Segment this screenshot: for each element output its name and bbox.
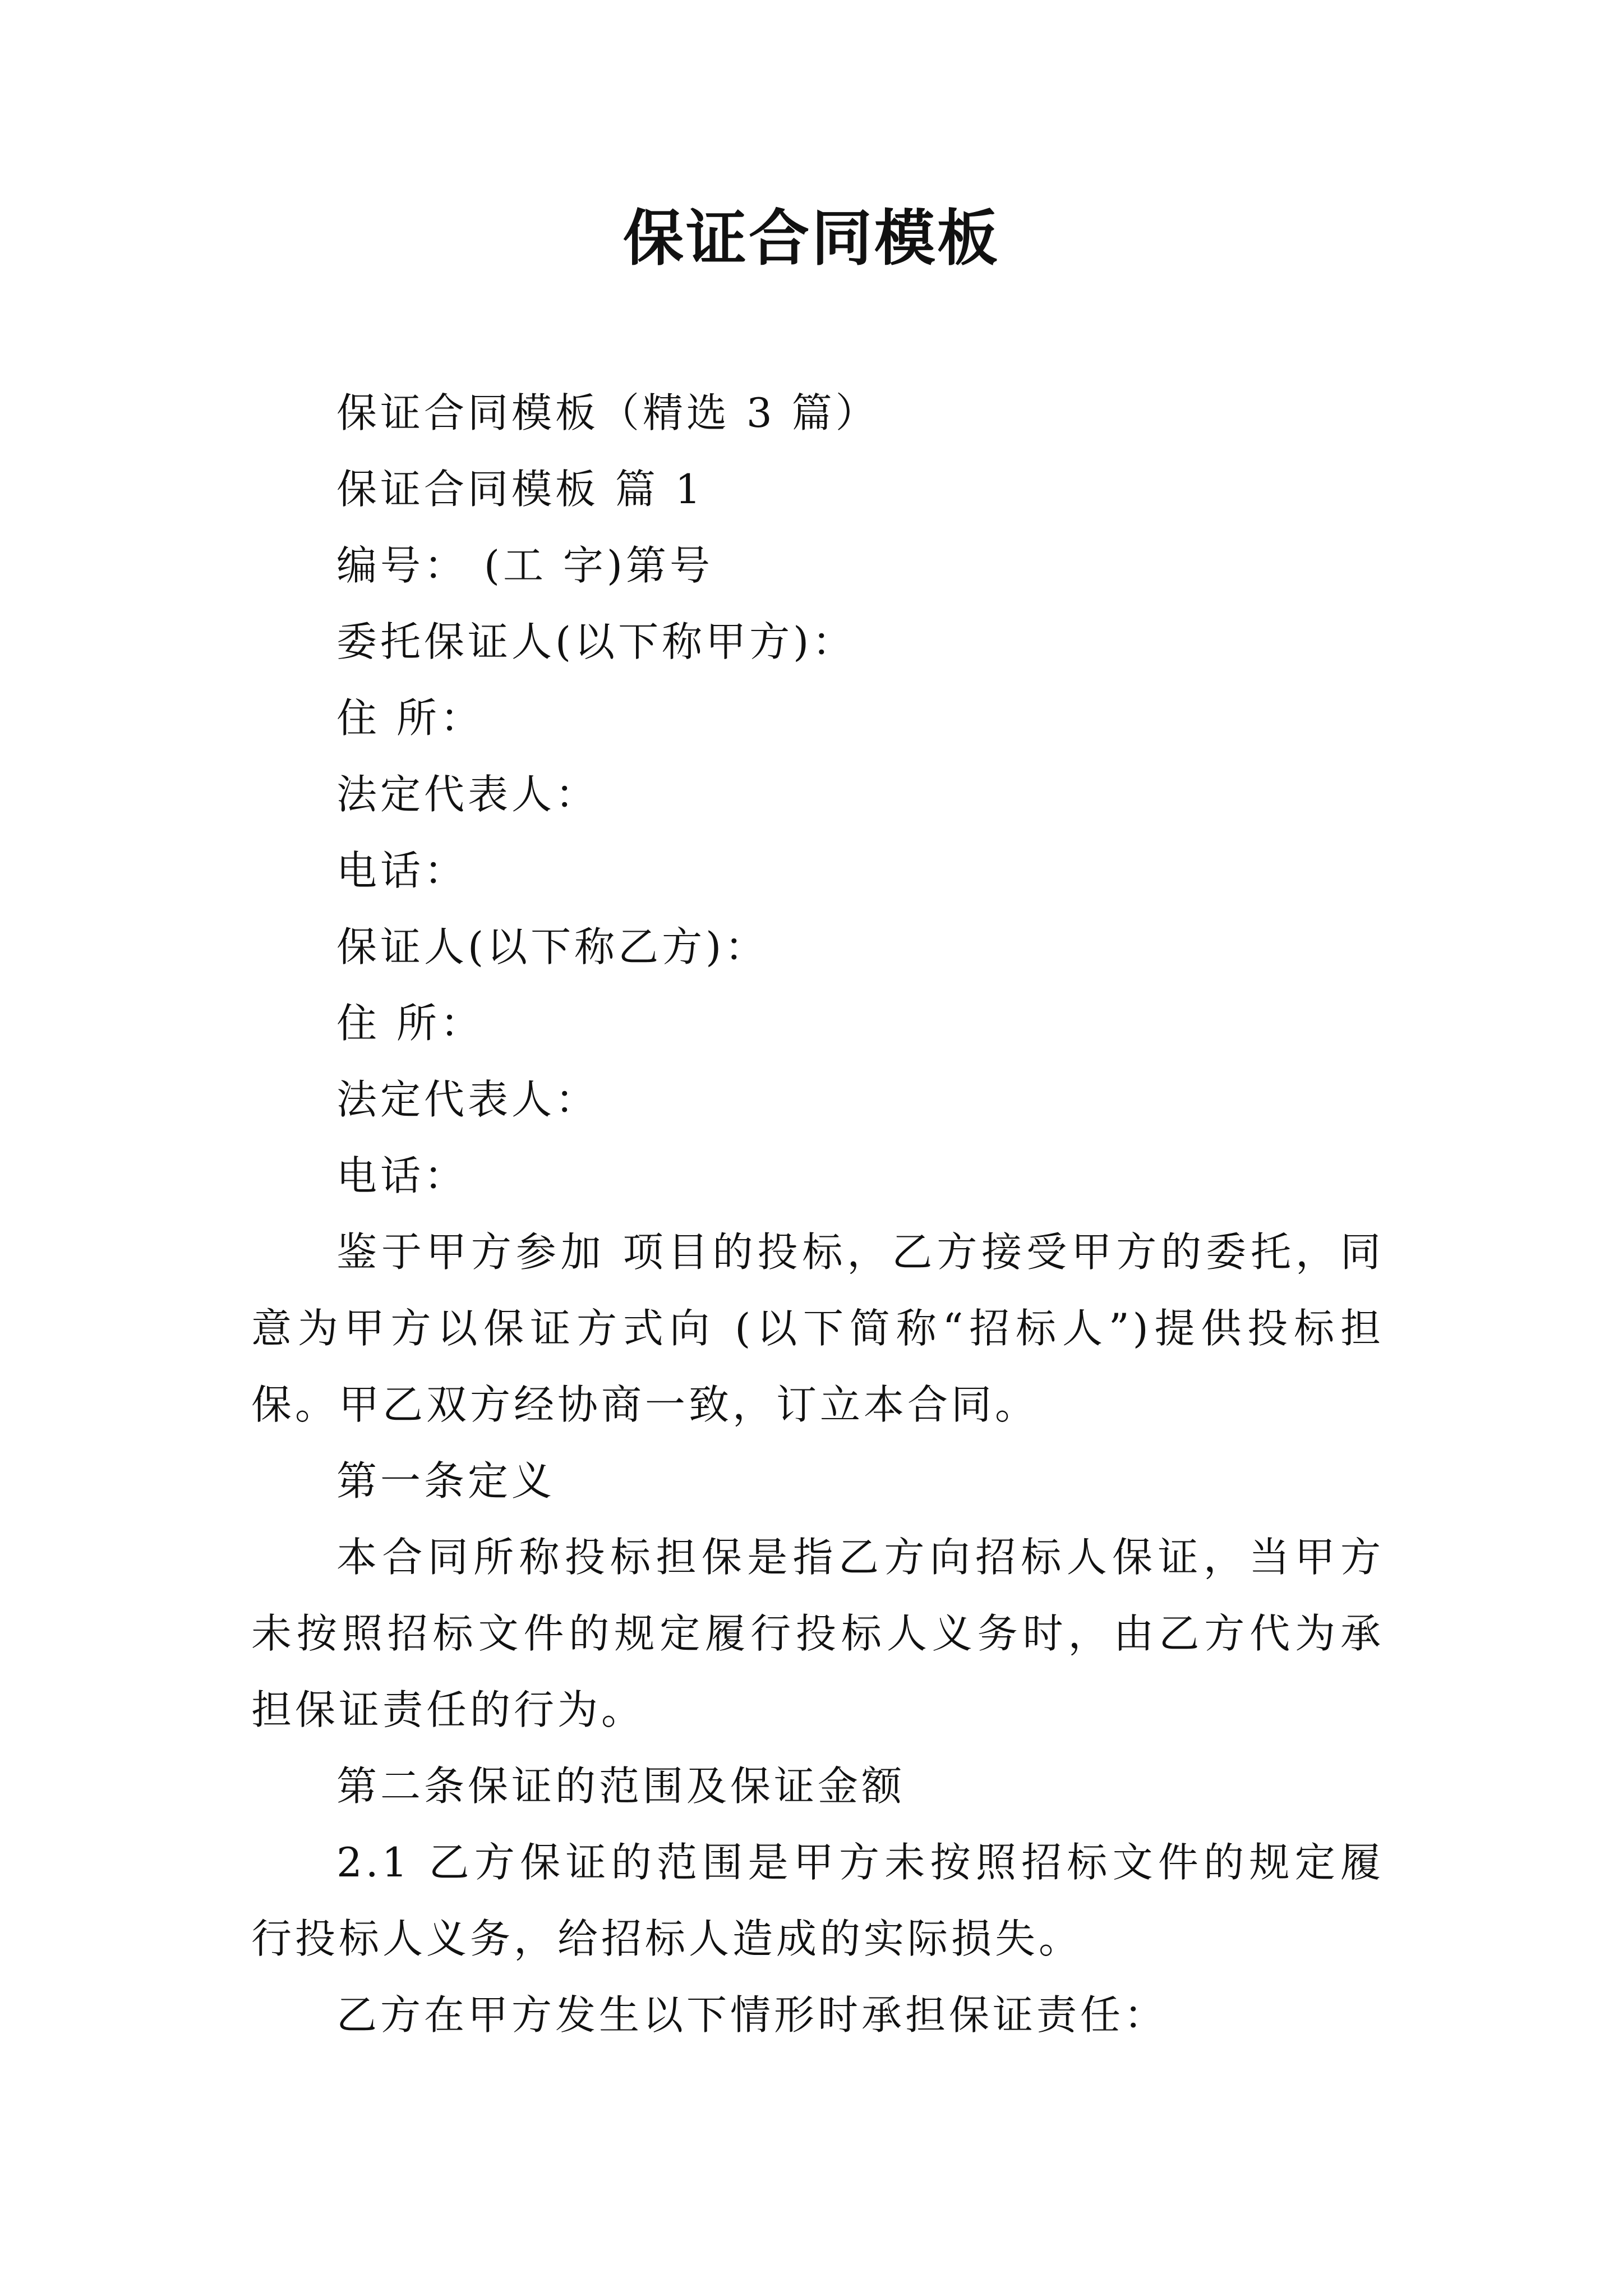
party-b-line: 保证人(以下称乙方)： (336, 923, 769, 970)
subtitle-line: 保证合同模板（精选 3 篇） (336, 389, 879, 436)
article-2-heading: 第二条保证的范围及保证金额 (336, 1763, 906, 1810)
document-title: 保证合同模板 (623, 203, 1000, 274)
document-body (251, 375, 1384, 2053)
clause-2-1-paragraph: 2.1 乙方保证的范围是甲方未按照招标文件的规定履行投标人义务，给招标人造成的实际损失。 (251, 1839, 1384, 1962)
party-a-address-line: 住 所： (336, 694, 484, 742)
article-1-paragraph: 本合同所称投标担保是指乙方向招标人保证，当甲方未按照招标文件的规定履行投标人义务时，由乙方代为承担保证责任的行为。 (251, 1534, 1384, 1733)
party-b-address-line: 住 所： (336, 1000, 484, 1047)
party-b-representative-line: 法定代表人： (336, 1076, 600, 1123)
party-a-representative-line: 法定代表人： (336, 771, 600, 818)
party-a-phone-line: 电话： (336, 847, 468, 894)
party-b-phone-line: 电话： (336, 1152, 468, 1199)
contract-number-line: 编号： (工 字)第号 (336, 542, 713, 589)
party-a-line: 委托保证人(以下称甲方)： (336, 618, 856, 665)
preamble-paragraph: 鉴于甲方参加 项目的投标，乙方接受甲方的委托，同意为甲方以保证方式向 (以下简称“招标人”)提供投标担保。甲乙双方经协商一致，订立本合同。 (251, 1228, 1384, 1428)
article-1-heading: 第一条定义 (336, 1457, 556, 1504)
liability-conditions-paragraph: 乙方在甲方发生以下情形时承担保证责任： (336, 1991, 1168, 2039)
section-heading: 保证合同模板 篇 1 (336, 466, 704, 513)
